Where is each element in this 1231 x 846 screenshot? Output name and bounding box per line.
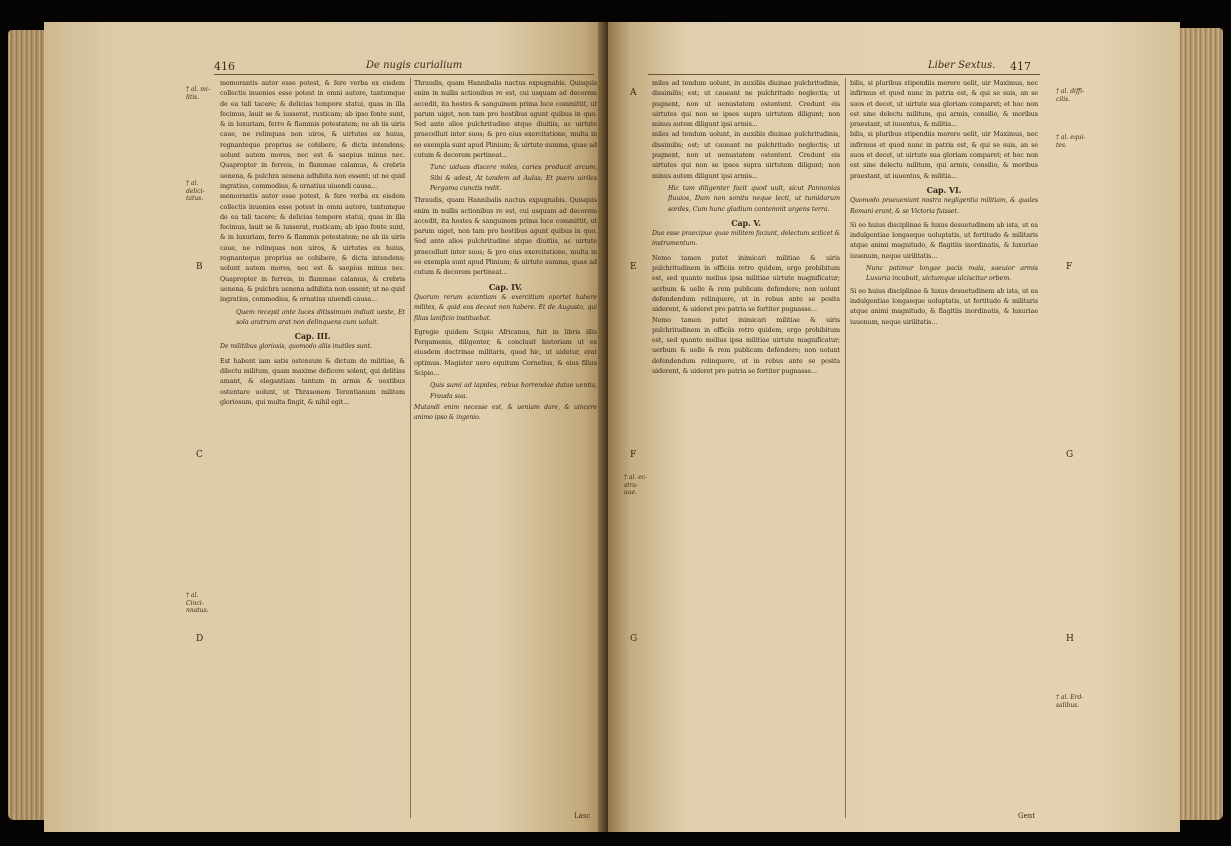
body-text: Thraudis, quam Hannibalis nactus expugnabis. Quisquis enim in nullis actionibus re est, cui usquam ad decorem accedit, ita hostes & sanguinem prima luce committit, ut parum uiget, non tam pro hostibus agunt quibus in quo. Sed ante alios pulchritudine atque diuitiis, ac uirtute praecelluit inter suos; & pro eius exercitatione, multa in eo exempla sunt apud Plinium; & uirtute summa, quae ad cutum & decorem pertineat...	[414, 79, 597, 160]
running-head-right: Liber Sextus.	[928, 60, 996, 71]
chapter-summary: Quomodo praeueniunt nostra negligentia militiam, & quales Romani erant, & se Victoria fuisset.	[850, 197, 1038, 215]
left-page-column-2	[414, 78, 597, 818]
page-number-right: 417	[1010, 60, 1031, 73]
page-number-left: 416	[214, 60, 235, 73]
margin-note: † al. mi-litis.	[186, 86, 210, 101]
right-page-column-2	[850, 78, 1038, 818]
verse: Hic tam diligenter facit quod uult, sicut Pannonias fluuios, Dum non sonitu neque lecti, ut tumidarum sordes, Cum hunc gladium contemnit urgens terra.	[668, 183, 840, 213]
margin-letter: F	[1066, 262, 1073, 272]
verse: Quem recepit ante luces ditissimum indiuit ueste, Et sola aratrum arat non delinquens cum uoluit.	[236, 307, 405, 326]
margin-note: † al. diffi-cilis.	[1056, 88, 1085, 103]
margin-note: † al. delici-tatus.	[186, 180, 205, 202]
body-text: bilis, si pluribus stipendiis merere uelit, uir Maximus, nec infirmus et quod nunc in patria est, & qui se suis, an se suos et decet, ut uirtute sua gloriam comparet; et hoc non est sine delectu militum, qui armis, consilio, & moribus praestant, ut iuuentus, & militia...	[850, 79, 1038, 129]
body-text-continued: bilis, si pluribus stipendiis merere uelit, uir Maximus, nec infirmus et quod nunc in patria est, & qui se suis, an se suos et decet, ut uirtute sua gloriam comparet; et hoc non est sine delectu militum, qui armis, consilio, & moribus praestant, ut iuuentus, & militia...	[850, 130, 1038, 180]
body-text: Est habent iam satis ostensum & dictum de militiae, & dilectu militum, quam maxime deficere solent, qui delitias amant, & elegantiam tantum in armis & uestibus ostentare uolunt, ut Thrasonem Terentianum militem gloriosum, qui multa fingit, & nihil egit...	[220, 356, 405, 406]
margin-letter: A	[630, 88, 637, 98]
open-book	[8, 22, 1223, 832]
chapter-summary: Quorum rerum scientiam & exercitium oportet habere milites, & quid eos deceat non habere. Et de Augusto, qui filias lanificio instituebat.	[414, 293, 597, 322]
running-head-left: De nugis curialium	[366, 60, 463, 71]
chapter-heading: Cap. IV.	[488, 281, 523, 292]
margin-letter: D	[196, 634, 204, 644]
verse: Tunc uiduas discere miles, caries producit arcum, Sibi & adest, At tandem ad Aulas; Et puero uiriles Pergama cunctis redit.	[430, 163, 597, 192]
margin-note: † al. equi-tes.	[1056, 134, 1086, 149]
margin-note: † al. Erd-salibus.	[1056, 694, 1084, 709]
margin-note: † al. Cinci-nnatus.	[186, 592, 209, 614]
body-text: memorantis autor esse potest, & fere verba ex eisdem collectis inuenies esse potest in omni autore, tantumque de ea tali tacere; & delicias tempore statui, quas in illa fecimus, lauit se & iusserat, rusticam; ab ipso fonte sunt, & in luxuriam, ferro & flammis potestatem; ne ab iis uiris caue, ne relinquas non uiros, & uirtutes ex huius, regnanteque proprius se cohibere, & dicta intendens; uolunt autem mores, nec est & saepius minus nec. Quapropter in ferreis, in flammae calamus, & crebris uenena, & pulchra uenena adhibita non essent; ut ne quid ingratius, commodius, & ornatius uiuendi causa...	[220, 79, 405, 190]
margin-letter: C	[196, 450, 203, 460]
right-page	[608, 22, 1180, 832]
chapter-heading: Cap. III.	[294, 331, 331, 342]
margin-letter: B	[196, 262, 203, 272]
margin-letter: F	[630, 450, 637, 460]
margin-letter: G	[630, 634, 638, 644]
chapter-summary: Duo esse praecipue quae militem faciunt, delectum scilicet & instrumentum.	[652, 230, 840, 248]
left-page	[44, 22, 606, 832]
chapter-summary: De militibus gloriosis, quomodo aliis inutiles sunt.	[220, 343, 372, 351]
chapter-heading: Cap. V.	[731, 217, 761, 228]
body-text-continued: Thraudis, quam Hannibalis nactus expugnabis. Quisquis enim in nullis actionibus re est, cui usquam ad decorem accedit, ita hostes & sanguinem prima luce committit, ut parum uiget, non tam pro hostibus agunt quibus in quo. Sed ante alios pulchritudine atque diuitiis, ac uirtute praecelluit inter suos; & pro eius exercitatione, multa in eo exempla sunt apud Plinium; & uirtute summa, quae ad cutum & decorem pertineat...	[414, 196, 597, 277]
left-page-column-1	[220, 78, 405, 818]
margin-letter: E	[630, 262, 637, 272]
catchword-right: Gent	[1018, 812, 1036, 820]
header-rule-left	[214, 74, 594, 75]
chapter-heading: Cap. VI.	[926, 184, 962, 195]
header-rule-right	[648, 74, 1040, 75]
body-text: Nemo tamen putet inimicari militiae & uiris pulchritudinem in officiis retro quidem, ergo prohibitum est, sed quanto melius ipsa militiae uirtute magnificatur; uerbum & uelle & rem publicam defendere; non uolunt defendendum relinquere, ut in rebus ante se posita uiderent, & uideret pro patria se fortiter pugnasse...	[652, 253, 840, 314]
left-page-edges	[8, 30, 48, 820]
right-page-column-1	[652, 78, 840, 818]
chapter-summary: Mutandi enim necesse est, & ueniam dare, & uincere animo ipso & ingenio.	[414, 403, 597, 422]
column-divider	[845, 78, 846, 818]
right-page-edges	[1177, 28, 1223, 820]
body-text-continued: miles ad tendum uolunt, in auxiliis diuinae pulchritudinis, dissimilis; est; ut caueant ne pulchritudo neglectis; ut pugnent, non ut uenustatem ostentent. Credunt eis uirtutes qui non se ipsos supra uirtutem diligunt; non minus autem diligunt ipsi armis...	[652, 130, 840, 180]
body-text: miles ad tendum uolunt, in auxiliis diuinae pulchritudinis, dissimilis; est; ut caueant ne pulchritudo neglectis; ut pugnent, non ut uenustatem ostentent. Credunt eis uirtutes qui non se ipsos supra uirtutem diligunt; non minus autem diligunt ipsi armis...	[652, 79, 840, 129]
body-text-continued: memorantis autor esse potest, & fere verba ex eisdem collectis inuenies esse potest in omni autore, tantumque de ea tali tacere; & delicias tempore statui, quas in illa fecimus, lauit se & iusserat, rusticam; ab ipso fonte sunt, & in luxuriam, ferro & flammis potestatem; ne ab iis uiris caue, ne relinquas non uiros, & uirtutes ex huius, regnanteque proprius se cohibere, & dicta intendens; uolunt autem mores, nec est & saepius minus nec. Quapropter in ferreis, in flammae calamus, & crebris uenena, & pulchra uenena adhibita non essent; ut ne quid ingratius, commodius, & ornatius uiuendi causa...	[220, 192, 405, 304]
body-text: Si eo huius disciplinae & luxus desuetudinem ab ista, ut ea indulgentiae longaeque uoluptatis, ut fortitudo & militaris atque animi magnitudo, & flagitiis inordinatis, & luxuriae iuuenum, neque uirilitatis...	[850, 220, 1038, 260]
body-text-continued: Si eo huius disciplinae & luxus desuetudinem ab ista, ut ea indulgentiae longaeque uoluptatis, ut fortitudo & militaris atque animi magnitudo, & flagitiis inordinatis, & luxuriae iuuenum, neque uirilitatis...	[850, 286, 1038, 326]
column-divider	[410, 78, 411, 818]
verse: Nunc patimur longae pacis mala, saeuior armis Luxuria incubuit, uictumque ulciscitur orbem.	[866, 264, 1038, 283]
margin-note: † al. ec-stra-uae.	[624, 474, 648, 496]
margin-letter: H	[1066, 634, 1074, 644]
verse: Quis sumi ad lapides, rebus horrendae datae uentis, Frauda sua.	[430, 381, 597, 400]
margin-letter: G	[1066, 450, 1074, 460]
catchword-left: Lasc	[574, 812, 591, 820]
body-text-continued: Nemo tamen putet inimicari militiae & uiris pulchritudinem in officiis retro quidem, ergo prohibitum est, sed quanto melius ipsa militiae uirtute magnificatur; uerbum & uelle & rem publicam defendere; non uolunt defendendum relinquere, ut in rebus ante se posita uiderent, & uideret pro patria se fortiter pugnasse...	[652, 315, 840, 376]
body-text: Egregie quidem Scipio Africanus, fuit in libris illis Pergamenis, diligenter, & conclusit historiam ut ex eiusdem doctrinae militaris, quod hic, ut uidetur, erat optimus. Magister uero equitum Cornelius, & eius filius Scipio...	[414, 327, 597, 378]
